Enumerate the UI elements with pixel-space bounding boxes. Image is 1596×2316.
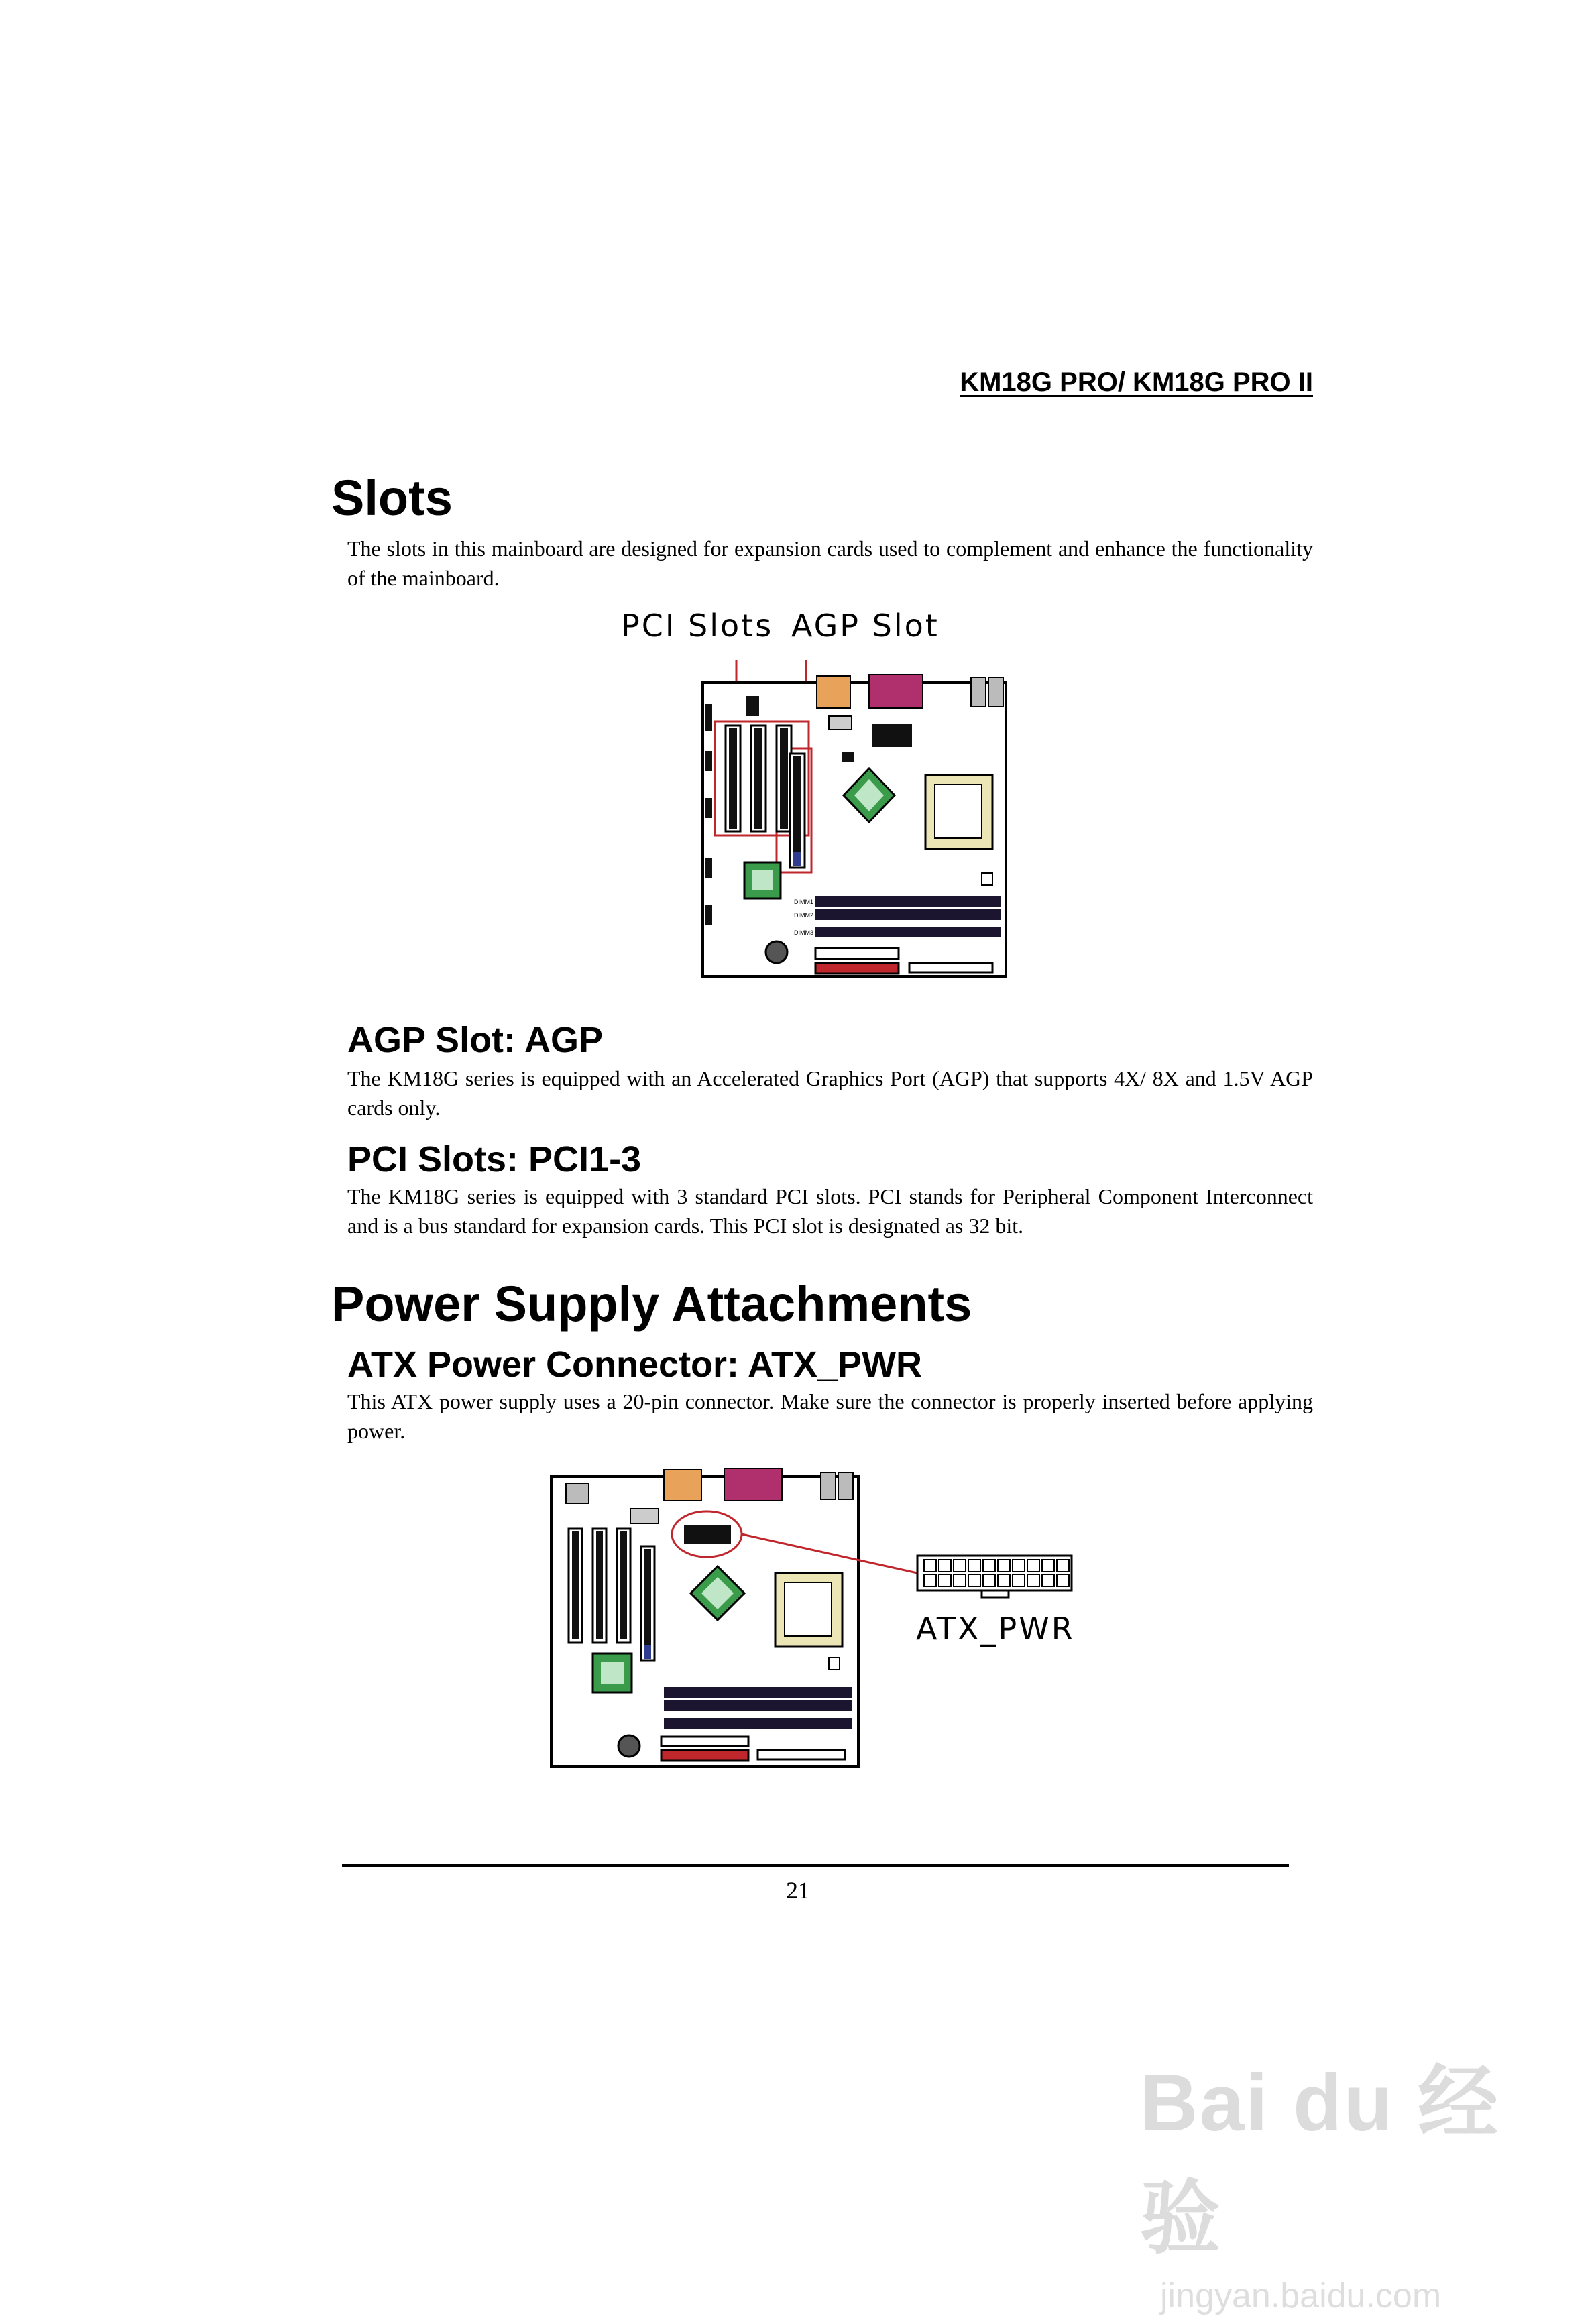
section-title-atx: ATX Power Connector: ATX_PWR (347, 1344, 923, 1385)
left-header-1 (705, 704, 712, 731)
section-title-power: Power Supply Attachments (331, 1276, 972, 1332)
atx-body: This ATX power supply uses a 20-pin connector. Make sure the connector is properly inserted before applying power. (347, 1389, 1313, 1443)
left-header-5 (705, 905, 712, 925)
bios-chip (630, 1509, 659, 1523)
dimm1-label: DIMM1 (794, 899, 813, 905)
callout-atx-pwr: ATX_PWR (916, 1611, 1075, 1647)
page-number: 21 (786, 1877, 810, 1904)
pci-slot-3-socket (780, 728, 788, 829)
usb-port-1 (821, 1472, 836, 1499)
usb-port-2 (988, 677, 1003, 707)
dimm-slot-3 (815, 927, 1001, 937)
cmos-battery (618, 1735, 640, 1757)
pci-slot-1-socket (729, 728, 737, 829)
vga-port (817, 676, 850, 708)
usb-port-2 (838, 1472, 853, 1499)
dimm2-label: DIMM2 (794, 912, 813, 919)
section-title-slots: Slots (331, 470, 453, 526)
dimm-slot-3 (664, 1718, 852, 1729)
footer-rule (342, 1864, 1289, 1867)
atx-connector-latch (982, 1590, 1009, 1597)
callout-agp-slot: AGP Slot (791, 607, 939, 644)
page-header: KM18G PRO/ KM18G PRO II (960, 367, 1313, 397)
floppy-connector (758, 1750, 845, 1759)
agp-body: The KM18G series is equipped with an Accelerated Graphics Port (AGP) that supports 4X/ 8X and 1.5V AGP cards only. (347, 1066, 1313, 1120)
agp-latch (644, 1645, 651, 1659)
cmos-battery (766, 941, 787, 963)
watermark-brand: Bai du 经验 (1140, 2058, 1500, 2263)
left-header-2 (705, 751, 712, 771)
pci-slot-1-socket (572, 1531, 579, 1639)
southbridge-die (752, 870, 773, 890)
ide-connector-2 (661, 1750, 748, 1761)
dimm3-label: DIMM3 (794, 929, 813, 936)
ide-connector-1 (815, 948, 899, 959)
pci-slot-3-socket (620, 1531, 627, 1639)
callout-pci-slots: PCI Slots (621, 607, 774, 644)
jumper (842, 752, 854, 762)
agp-slot-socket (793, 756, 801, 857)
cpu-socket-inner (935, 785, 982, 838)
vga-port (664, 1470, 701, 1501)
capacitor (982, 873, 992, 885)
section-title-pci: PCI Slots: PCI1-3 (347, 1139, 642, 1179)
ide-connector-2 (815, 963, 899, 974)
left-header-3 (705, 798, 712, 818)
dimm-slot-2 (664, 1700, 852, 1711)
atx-power-connector (684, 1525, 731, 1544)
left-header-4 (705, 858, 712, 878)
atx-power-connector (872, 724, 912, 747)
bios-chip (829, 716, 852, 730)
cpu-socket-inner (785, 1582, 832, 1636)
agp-slot-socket (644, 1549, 651, 1649)
dimm-slot-1 (815, 896, 1001, 907)
dimm-slot-1 (664, 1687, 852, 1698)
floppy-connector (909, 963, 992, 972)
southbridge-die (601, 1662, 624, 1684)
watermark-url: jingyan.baidu.com (1160, 2276, 1442, 2315)
parallel-port (869, 675, 923, 708)
mainboard-diagram-slots (691, 657, 1013, 992)
section-title-agp: AGP Slot: AGP (347, 1020, 604, 1060)
baidu-watermark (1140, 2038, 1516, 2316)
agp-latch (793, 852, 801, 866)
pci-body: The KM18G series is equipped with 3 standard PCI slots. PCI stands for Peripheral Component Interconnect and is a bus standard for expansion cards. This PCI slot is designated as 32 bit. (347, 1184, 1313, 1238)
parallel-port (724, 1468, 782, 1501)
dimm-slot-2 (815, 909, 1001, 920)
pci-slot-2-socket (754, 728, 762, 829)
pci-slot-2-socket (596, 1531, 603, 1639)
top-left-component (566, 1483, 589, 1503)
capacitor (829, 1658, 840, 1670)
ide-connector-1 (661, 1737, 748, 1746)
header-fan (746, 696, 759, 716)
usb-port-1 (971, 677, 986, 707)
slots-intro: The slots in this mainboard are designed for expansion cards used to complement and enhance the functionality of the mainboard. (347, 536, 1313, 590)
